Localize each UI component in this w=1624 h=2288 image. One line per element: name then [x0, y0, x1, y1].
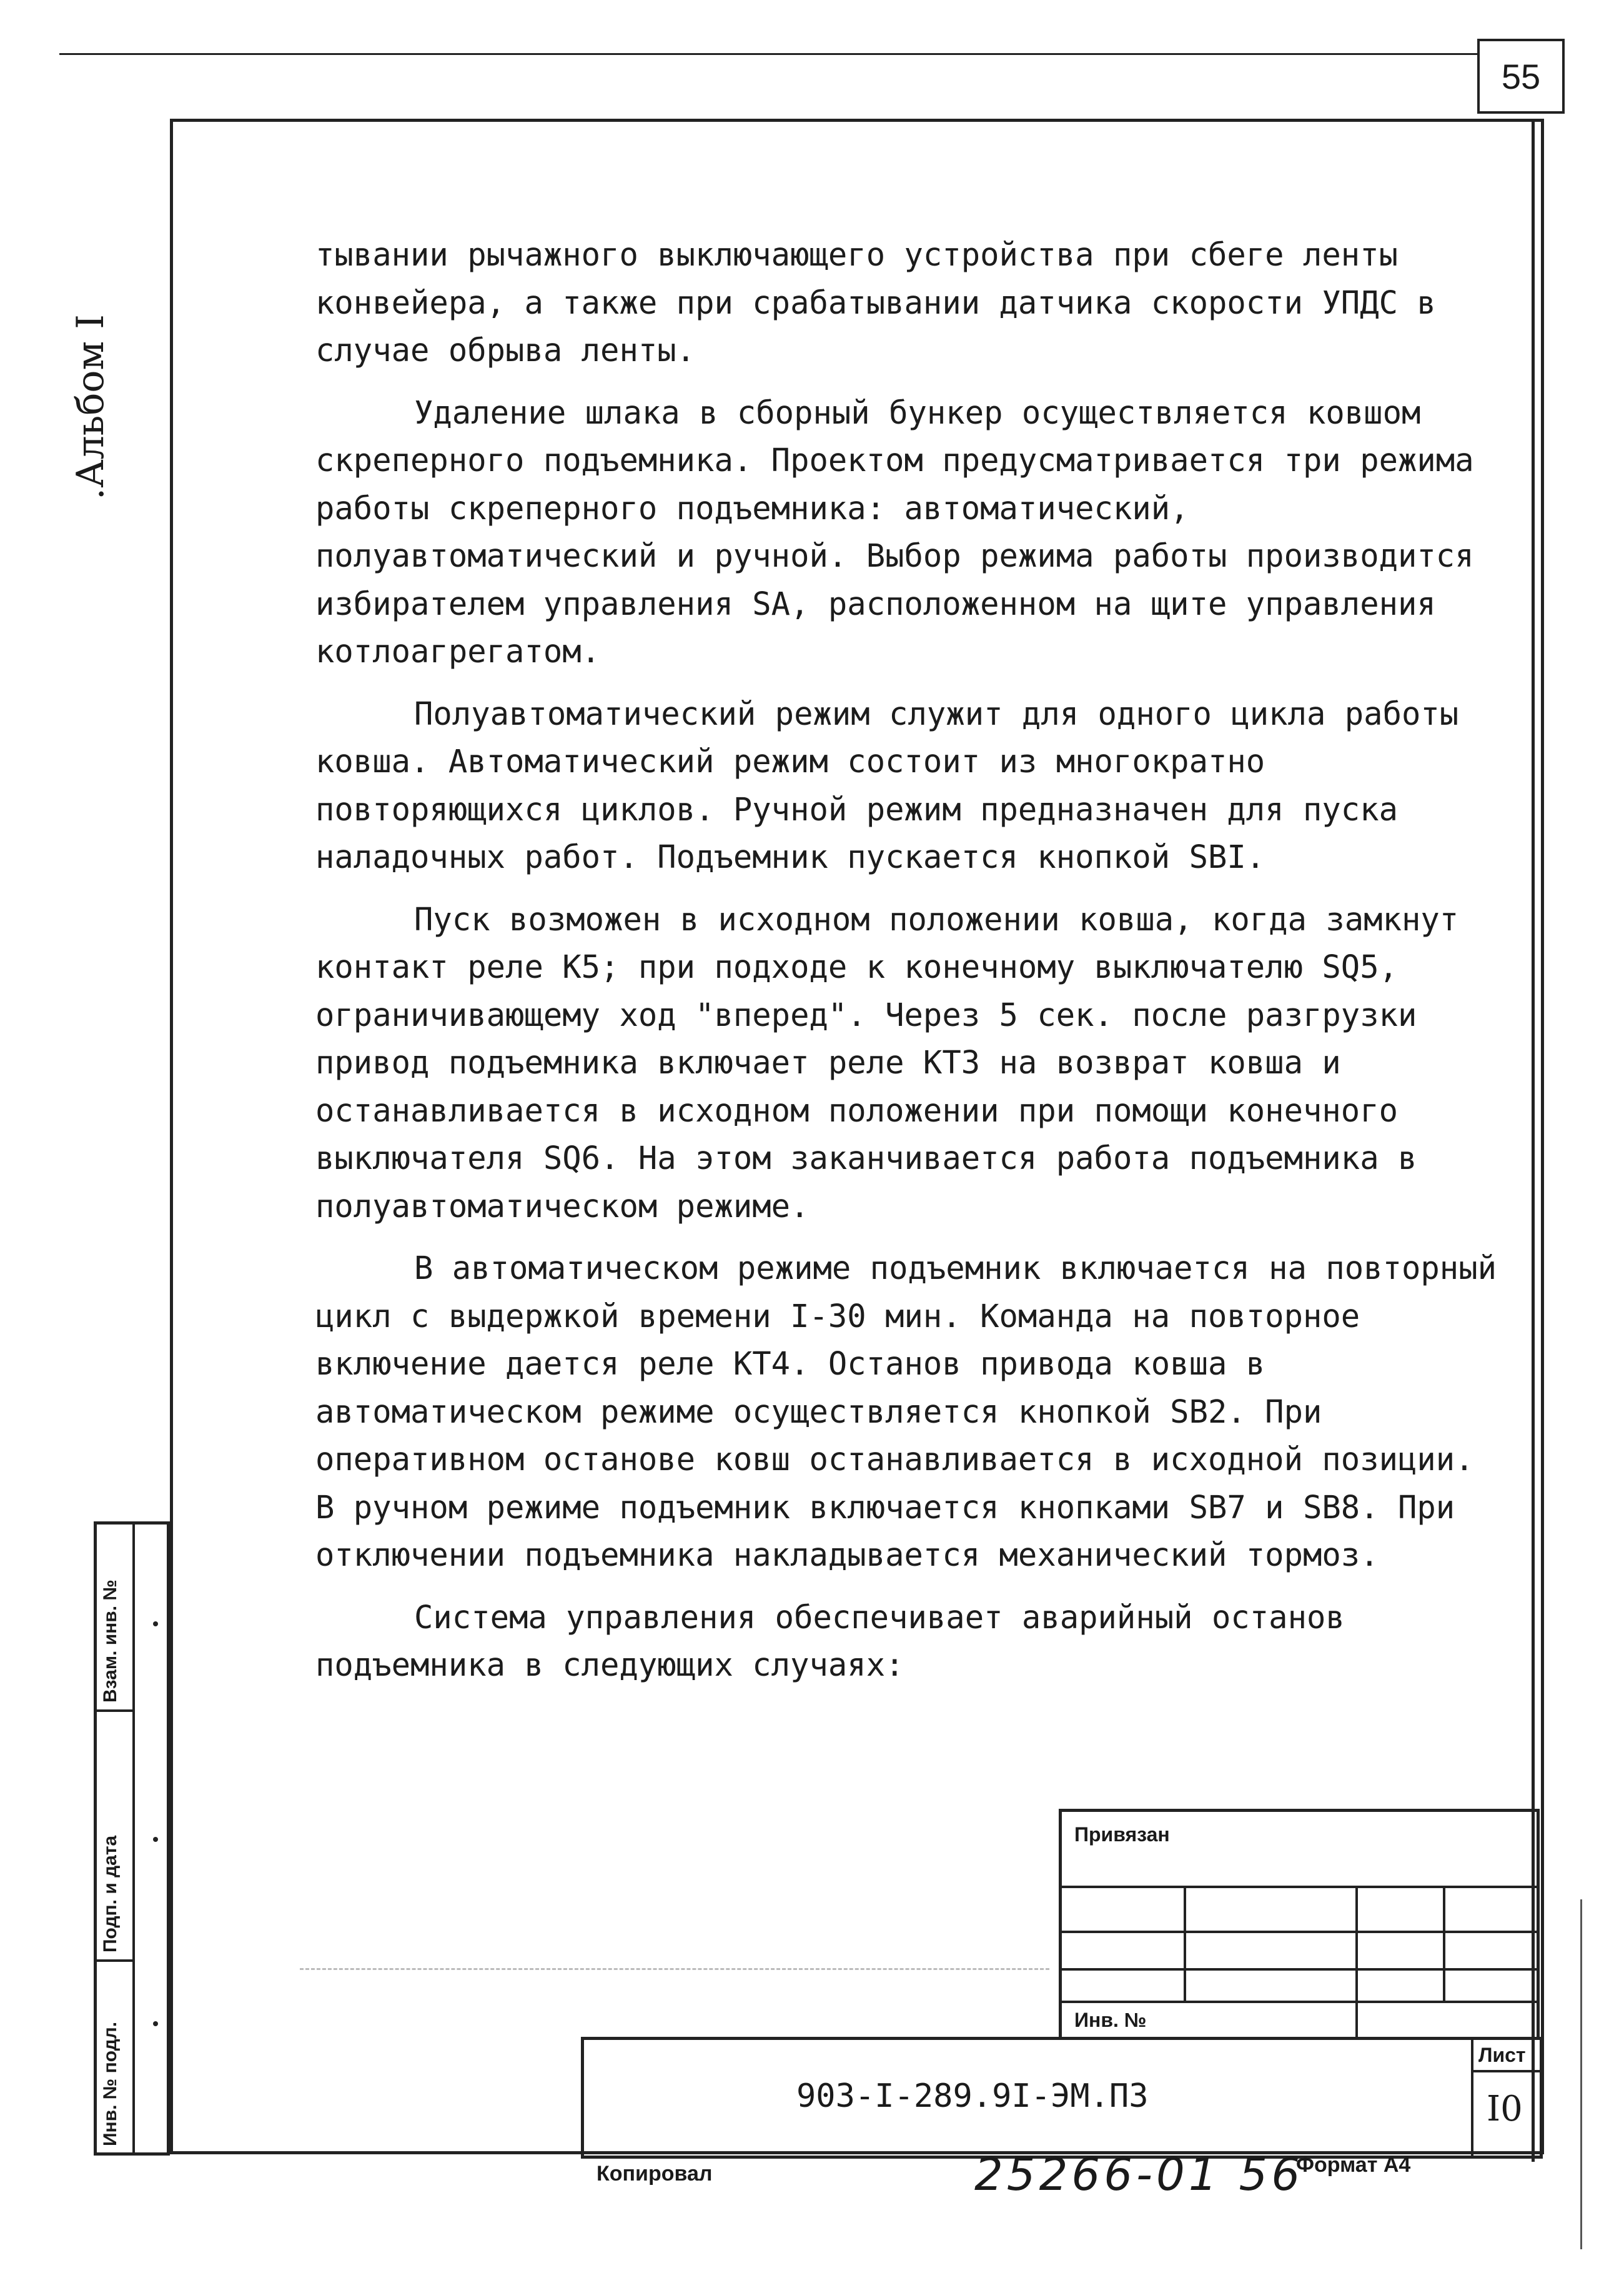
paragraph-1: тывании рычажного выключающего устройства при сбеге ленты конвейера, а также при срабатывании датчика скорости УПДС в случае обрыва ленты. [315, 236, 1436, 369]
paragraph-2: Удаление шлака в сборный бункер осуществляется ковшом скреперного подъемника. Проектом предусматривается три режима работы скреперного подъемника: автоматический, полуавтоматический и ручной. Выбор режима работы производится избирателем управления SA, расположенном на щите управления котлоагрегатом. [315, 394, 1474, 670]
original-inv-no-label: Инв. № подл. [100, 2021, 121, 2146]
sheet-number: I0 [1487, 2089, 1523, 2129]
paragraph-6: Система управления обеспечивает аварийный останов подъемника в следующих случаях: [315, 1598, 1345, 1683]
original-inv-no-cell [97, 1962, 134, 2152]
top-rule [59, 53, 1565, 55]
table-rule [1062, 1886, 1537, 1888]
table-rule [1062, 2001, 1537, 2003]
stamp-dot [153, 1621, 158, 1626]
inv-no-label: Инв. № [1074, 2009, 1147, 2031]
linked-label: Привязан [1074, 1823, 1170, 1846]
copied-label: Копировал [597, 2162, 713, 2186]
scan-edge-line [1580, 1899, 1582, 2249]
document-code: 903-I-289.9I-ЭМ.ПЗ [796, 2077, 1149, 2115]
paragraph-5: В автоматическом режиме подъемник включается на повторный цикл с выдержкой времени I-30 мин. Команда на повторное включение дается реле КТ4. Останов привода ковша в автоматическом режиме осуществляется кнопкой SB2. При оперативном останове ковш останавливается в исходной позиции. В ручном режиме подъемник включается кнопками SB7 и SB8. При отключении подъемника накладывается механический тормоз. [315, 1250, 1497, 1573]
stamp-dot [153, 2021, 158, 2026]
stamp-col-rule [1471, 2040, 1473, 2159]
table-col-rule [1443, 1886, 1445, 2001]
signature-date-label: Подп. и дата [100, 1835, 121, 1952]
paragraph-3: Полуавтоматический режим служит для одного цикла работы ковша. Автоматический режим состоит из многократно повторяющихся циклов. Ручной режим предназначен для пуска наладочных работ. Подъемник пускается кнопкой SBI. [315, 695, 1459, 875]
sheet-label: Лист [1478, 2044, 1526, 2066]
linked-table [1059, 1809, 1540, 2040]
replaced-inv-no-cell [97, 1525, 134, 1712]
table-rule [1062, 1931, 1537, 1933]
handwritten-number: 25266-01 56 [974, 2148, 1304, 2201]
table-rule [1062, 1968, 1537, 1971]
page-number: 55 [1477, 39, 1565, 114]
side-stamp [94, 1521, 170, 2156]
format-label: Формат А4 [1296, 2153, 1411, 2177]
table-col-rule [1355, 1886, 1358, 2040]
paragraph-4: Пуск возможен в исходном положении ковша, когда замкнут контакт реле К5; при подходе к конечному выключателю SQ5, ограничивающему ход "вперед". Через 5 сек. после разгрузки привод подъемника включает реле КТ3 на возврат ковша и останавливается в исходном положении при помощи конечного выключателя SQ6. На этом заканчивается работа подъемника в полуавтоматическом режиме. [315, 900, 1459, 1225]
main-stamp [581, 2037, 1543, 2159]
table-col-rule [1184, 1886, 1186, 2001]
album-label: .Альбом I [69, 314, 112, 500]
replaced-inv-no-label: Взам. инв. № [100, 1579, 121, 1703]
signature-date-cell [97, 1712, 134, 1962]
body-text [315, 231, 1502, 1704]
stamp-dot [153, 1837, 158, 1842]
stamp-rule [1471, 2070, 1543, 2072]
scan-dash-line [300, 1968, 1049, 1970]
